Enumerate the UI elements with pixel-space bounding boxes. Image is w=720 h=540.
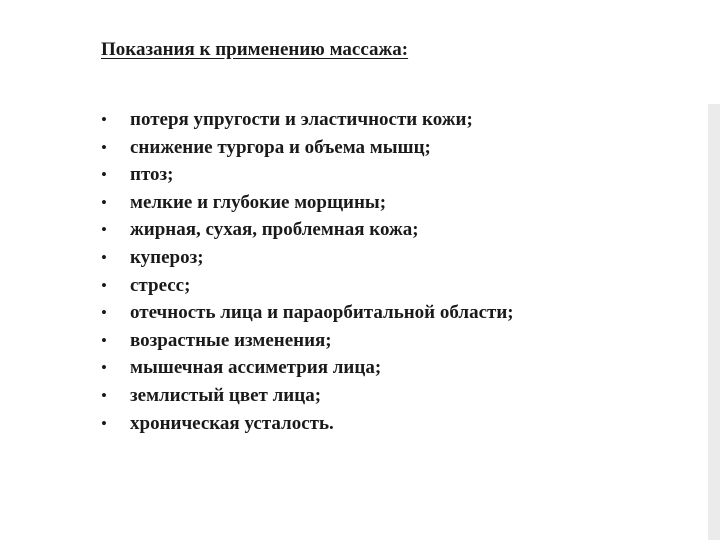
bullet-icon: • (101, 220, 107, 240)
list-item (101, 382, 514, 410)
list-item-text: жирная, сухая, проблемная кожа; (130, 219, 419, 241)
bullet-icon: • (101, 247, 107, 267)
indications-list (101, 106, 514, 437)
bullet-icon: • (101, 137, 107, 157)
list-item (101, 161, 514, 189)
list-item (101, 410, 514, 438)
vertical-scrollbar[interactable] (708, 0, 720, 540)
list-item-text: отечность лица и параорбитальной области; (130, 302, 514, 324)
bullet-icon: • (101, 192, 107, 212)
scrollbar-track[interactable] (708, 104, 720, 540)
list-item-text: снижение тургора и объема мышц; (130, 136, 431, 158)
bullet-icon: • (101, 275, 107, 295)
list-item-text: мелкие и глубокие морщины; (130, 191, 387, 213)
list-item-text: купероз; (130, 246, 204, 268)
list-item-text: возрастные изменения; (130, 329, 332, 351)
list-item-text: хроническая усталость. (130, 412, 334, 434)
bullet-icon: • (101, 330, 107, 350)
list-item-text: мышечная ассиметрия лица; (130, 357, 382, 379)
bullet-icon: • (101, 110, 107, 129)
list-item (101, 106, 514, 134)
list-item (101, 134, 514, 162)
list-item (101, 354, 514, 382)
scrollbar-thumb[interactable] (708, 0, 720, 104)
slide-title: Показания к применению массажа: (101, 39, 409, 60)
list-item-text: стресс; (130, 274, 191, 296)
list-item (101, 216, 514, 244)
list-item-text: землистый цвет лица; (130, 384, 322, 406)
list-item-text: потеря упругости и эластичности кожи; (130, 109, 473, 130)
list-item (101, 189, 514, 217)
list-item (101, 327, 514, 355)
bullet-icon: • (101, 358, 107, 378)
list-item (101, 299, 514, 327)
bullet-icon: • (101, 303, 107, 323)
list-item (101, 244, 514, 272)
bullet-icon: • (101, 413, 107, 433)
list-item-text: птоз; (130, 164, 174, 186)
list-item (101, 272, 514, 300)
bullet-icon: • (101, 385, 107, 405)
bullet-icon: • (101, 165, 107, 185)
